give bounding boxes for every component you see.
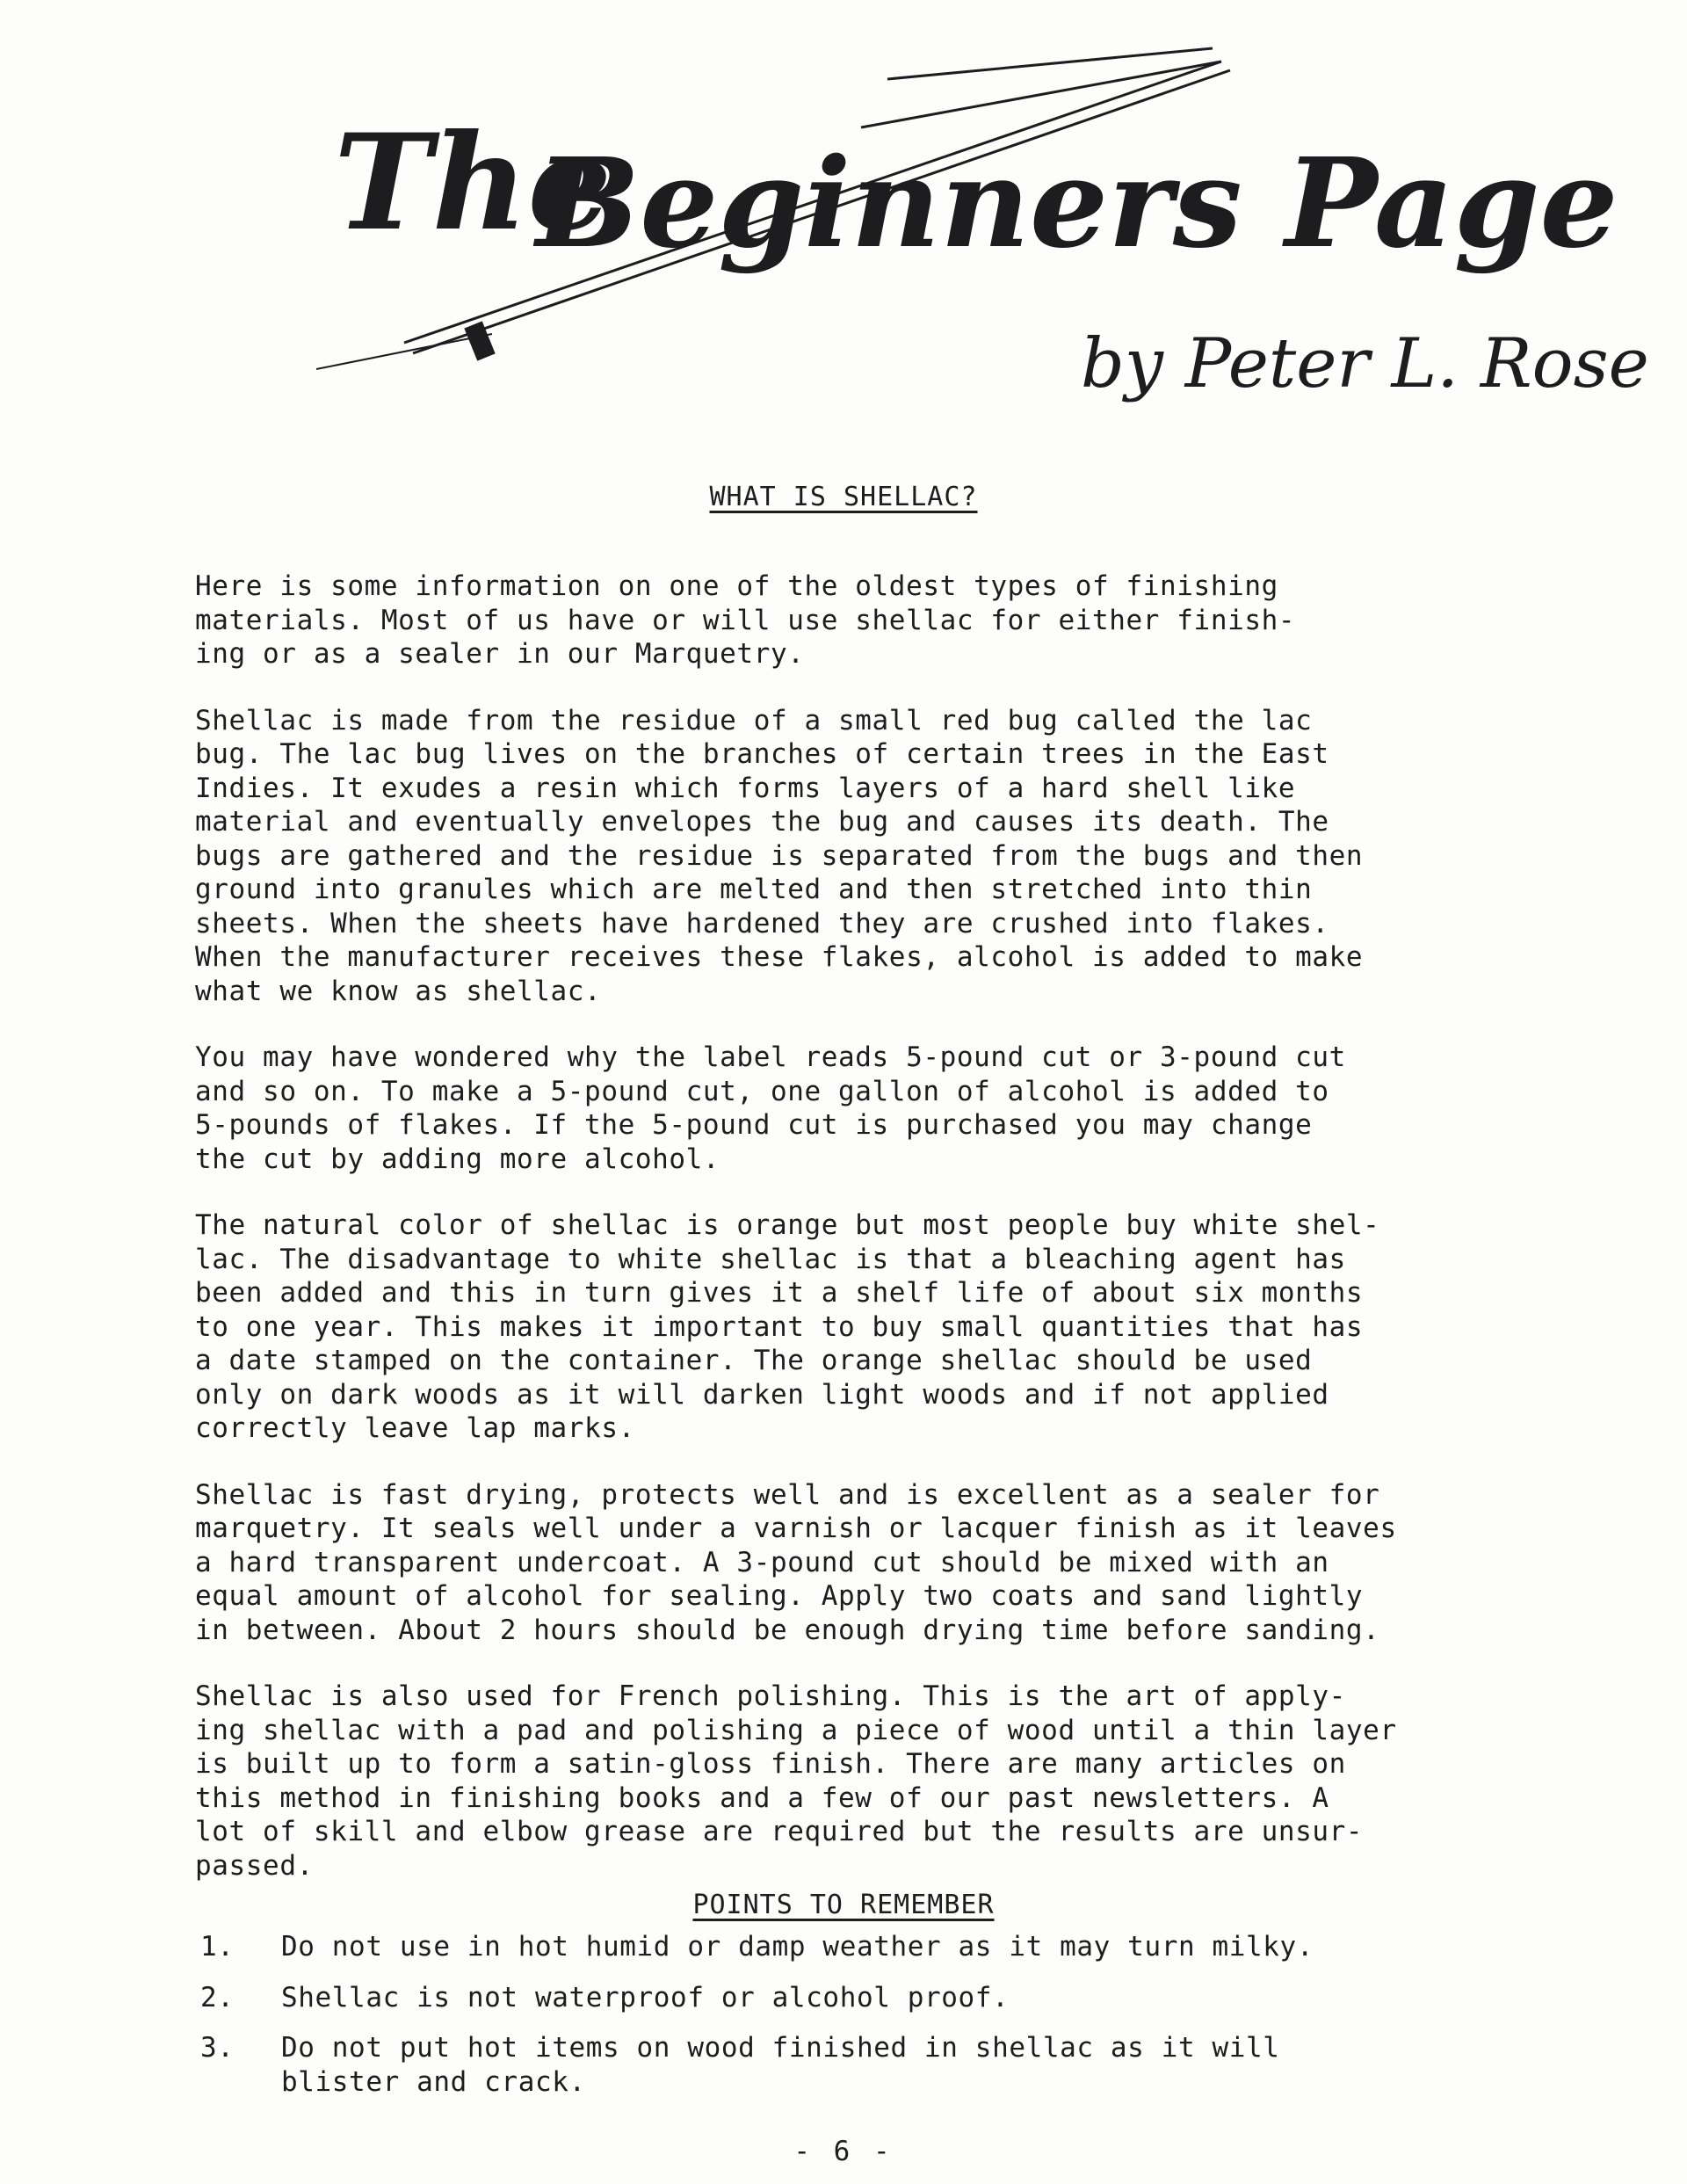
points-heading: POINTS TO REMEMBER xyxy=(692,1890,995,1920)
masthead-logo xyxy=(316,44,1649,431)
masthead-byline: by Peter L. Rose xyxy=(1081,324,1649,403)
paragraph: Shellac is also used for French polishing. This is the art of apply- ing shellac with a pad and polishing a piece of wood until a thin layer is built up to form a satin-gloss finish. There are many articles on this method in finishing books and a few of our past newsletters. A lot of skill and elbow grease are required but the results are unsur- passed. xyxy=(195,1680,1397,1882)
list-item xyxy=(200,2031,1606,2099)
page-number: - 6 - xyxy=(793,2136,894,2167)
masthead xyxy=(316,44,1649,431)
list-item xyxy=(200,1981,1606,2015)
paragraph: You may have wondered why the label reads 5-pound cut or 3-pound cut and so on. To make a 5-pound cut, one gallon of alcohol is added to 5-pounds of flakes. If the 5-pound cut is purchased you may change the cut by adding more alcohol. xyxy=(195,1041,1346,1175)
list-item xyxy=(200,1930,1606,1964)
paragraph: Shellac is fast drying, protects well and is excellent as a sealer for marquetry. It seals well under a varnish or lacquer finish as it leaves a hard transparent undercoat. A 3-pound cut should be mixed with an equal amount of alcohol for sealing. Apply two coats and sand lightly in between. About 2 hours should be enough drying time before sanding. xyxy=(195,1478,1397,1646)
point-text: Do not put hot items on wood finished in shellac as it will blister and crack. xyxy=(281,2032,1280,2098)
paragraph: Shellac is made from the residue of a small red bug called the lac bug. The lac bug lives on the branches of certain trees in the East Indies. It exudes a resin which forms layers of a hard shell like material and eventually envelopes the bug and causes its death. The bugs are gathered and the residue is separated from the bugs and then ground into granules which are melted and then stretched into thin sheets. When the sheets have hardened they are crushed into flakes. When the manufacturer receives these flakes, alcohol is added to make what we know as shellac. xyxy=(195,704,1364,1007)
point-number: 3. xyxy=(200,2032,235,2064)
paragraph: The natural color of shellac is orange but most people buy white shel- lac. The disadvantage to white shellac is that a bleaching agent has been added and this in turn gives it a shelf life of about six months to one year. This makes it important to buy small quantities that has a date stamped on the container. The orange shellac should be used only on dark woods as it will darken light woods and if not applied correctly leave lap marks. xyxy=(195,1209,1380,1444)
point-text: Shellac is not waterproof or alcohol proof. xyxy=(281,1981,1010,2013)
masthead-title-main: Beginners Page xyxy=(536,132,1618,276)
article-body xyxy=(195,570,1636,1915)
point-text: Do not use in hot humid or damp weather as it may turn milky. xyxy=(281,1931,1314,1963)
article-heading: WHAT IS SHELLAC? xyxy=(709,482,978,512)
point-number: 1. xyxy=(200,1931,235,1963)
points-list xyxy=(200,1930,1606,2115)
point-number: 2. xyxy=(200,1981,235,2013)
masthead-title-the: The xyxy=(334,105,612,260)
paragraph: Here is some information on one of the oldest types of finishing materials. Most of us have or will use shellac for either finish- ing or as a sealer in our Marquetry. xyxy=(195,570,1296,670)
